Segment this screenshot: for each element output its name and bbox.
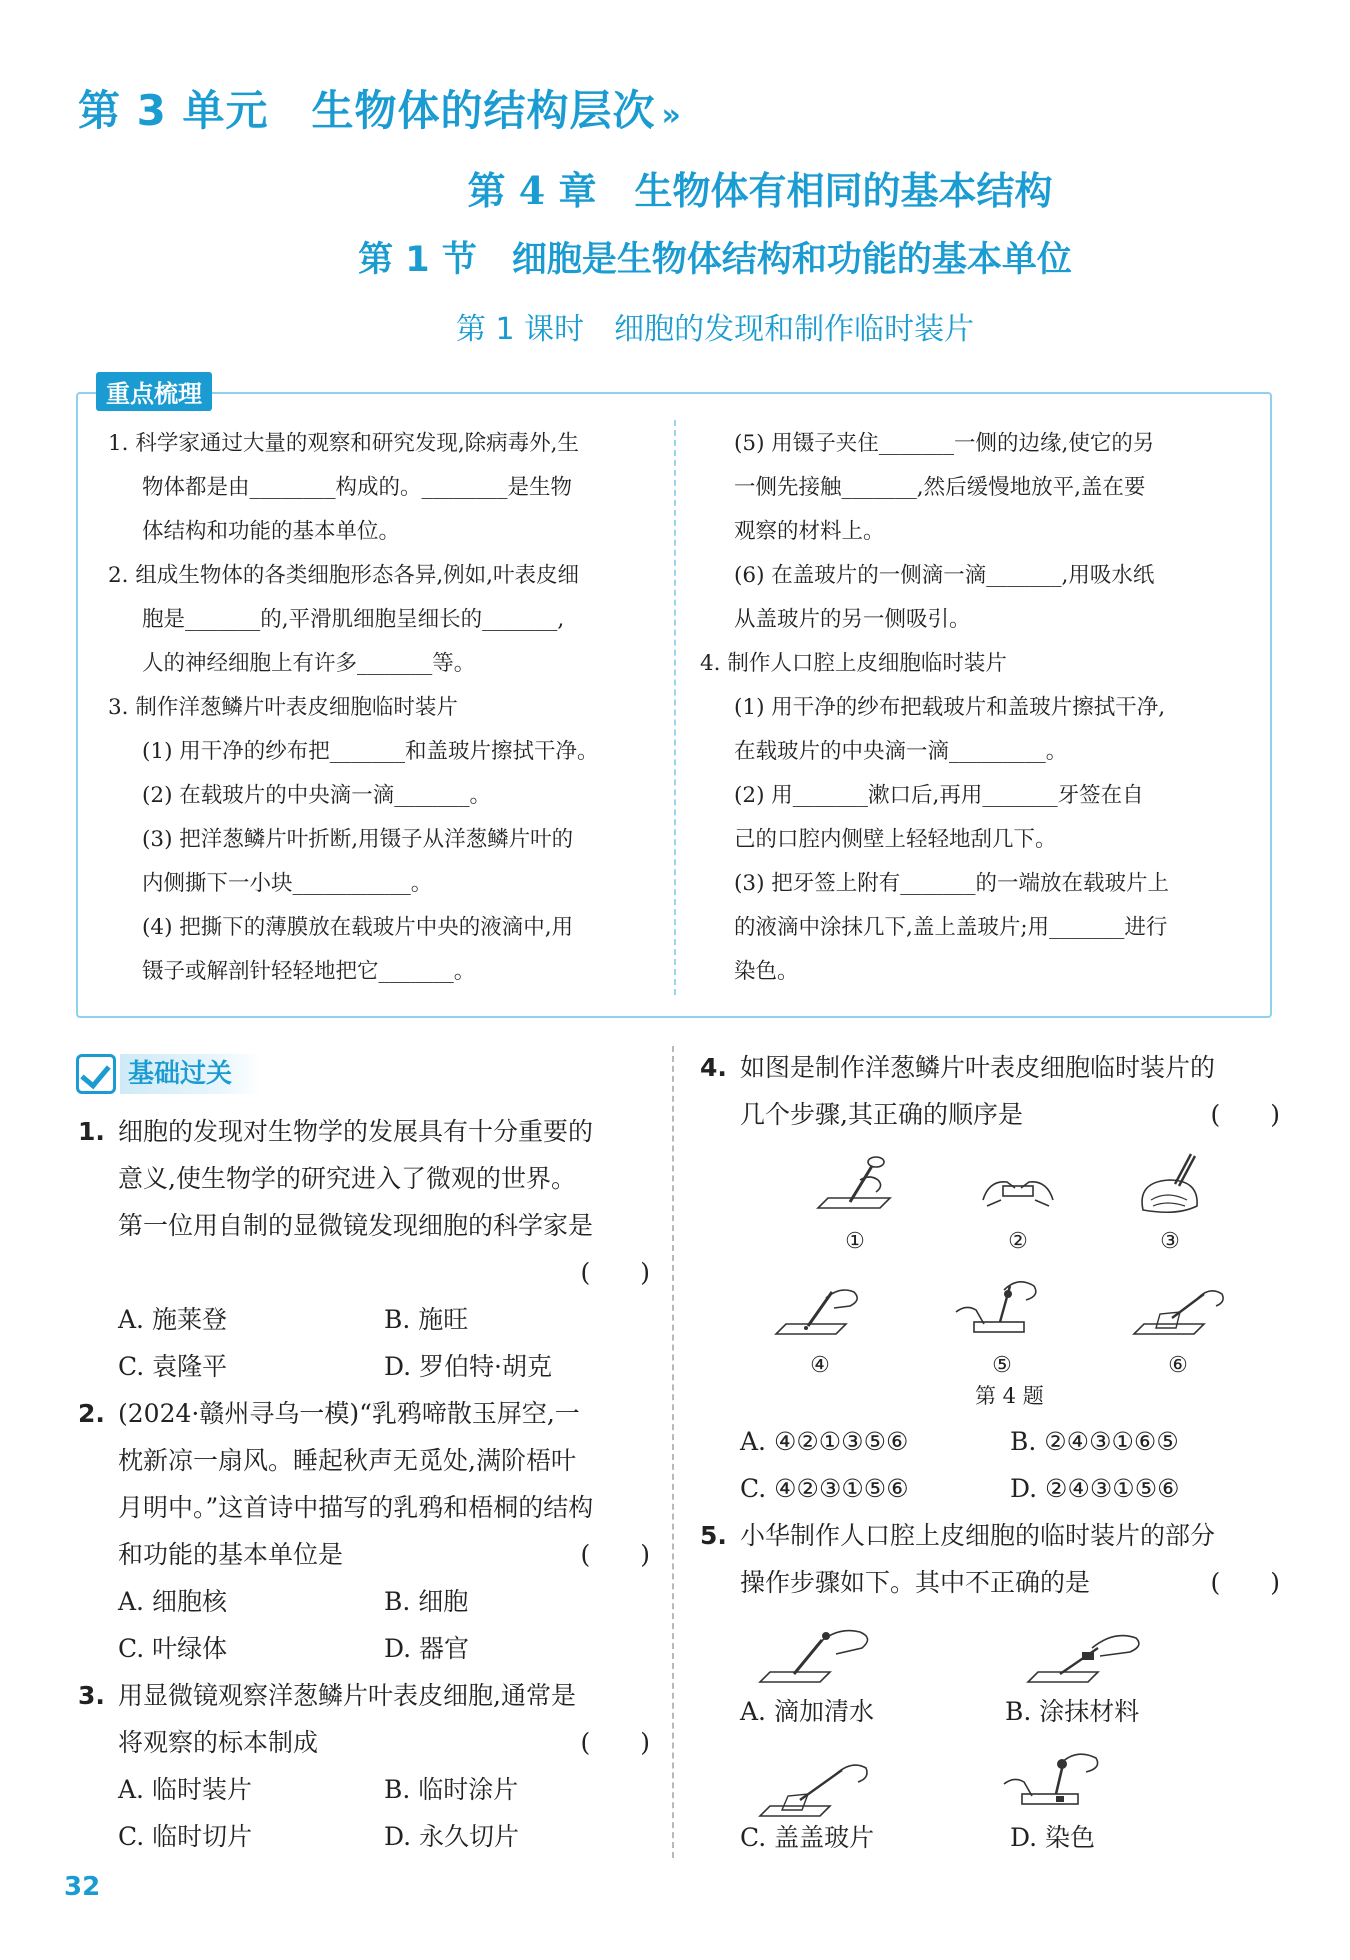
question-text: 意义,使生物学的研究进入了微观的世界。 [118,1164,576,1193]
option-c[interactable]: C. 袁隆平 [118,1352,228,1381]
review-line: 2. 组成生物体的各类细胞形态各异,例如,叶表皮细 [108,563,580,588]
question-text: 将观察的标本制成 [118,1728,319,1757]
coverslip-icon [1128,1272,1228,1352]
option-c[interactable]: C. 盖盖玻片 [740,1823,875,1852]
dropper-icon [810,1150,900,1228]
review-line: (2) 用_______漱口后,再用_______牙签在自 [734,783,1144,808]
question-text: 第一位用自制的显微镜发现细胞的科学家是 [118,1211,594,1240]
unit-title [78,78,682,138]
hands-slide-icon [973,1150,1063,1228]
question-number: 2. [78,1399,105,1428]
question-text: 细胞的发现对生物学的发展具有十分重要的 [118,1117,594,1146]
review-line: 1. 科学家通过大量的观察和研究发现,除病毒外,生 [108,431,580,456]
figure-label: ④ [810,1353,830,1378]
dropper-slide-icon [770,1272,870,1352]
option-a[interactable]: A. ④②①③⑤⑥ [740,1427,909,1456]
answer-bracket[interactable]: ( ) [1210,1568,1280,1597]
key-points-divider [674,420,676,995]
option-d[interactable]: D. 罗伯特·胡克 [384,1352,552,1381]
question-4 [700,1044,1280,1138]
step-figure-3 [1120,1150,1220,1256]
option-b[interactable]: B. ②④③①⑥⑤ [1010,1427,1179,1456]
question-3 [78,1672,650,1860]
review-line: (4) 把撕下的薄膜放在载玻片中央的液滴中,用 [142,915,574,940]
question-text: 和功能的基本单位是 [118,1540,344,1569]
step-figure-a [752,1618,892,1690]
option-d[interactable]: D. 染色 [1010,1823,1096,1852]
unit-title-text: 第 3 单元 生物体的结构层次 [78,86,656,135]
figure-label: ⑥ [1168,1353,1188,1378]
q5-option-d-row [1010,1814,1250,1861]
question-text: 小华制作人口腔上皮细胞的临时装片的部分 [740,1521,1216,1550]
option-b[interactable]: B. 涂抹材料 [1005,1697,1140,1726]
question-number: 3. [78,1681,105,1710]
dropper-water-icon [752,1618,882,1690]
question-text: 操作步骤如下。其中不正确的是 [740,1568,1091,1597]
step-figure-d [1000,1742,1140,1822]
option-d[interactable]: D. 器官 [384,1634,470,1663]
review-line: 物体都是由________构成的。________是生物 [142,475,573,500]
review-line: (3) 把牙签上附有_______的一端放在载玻片上 [734,871,1170,896]
option-c[interactable]: C. 叶绿体 [118,1634,228,1663]
option-a[interactable]: A. 临时装片 [118,1775,252,1804]
review-line: 镊子或解剖针轻轻地把它_______。 [142,959,476,984]
review-line: (1) 用干净的纱布把_______和盖玻片擦拭干净。 [142,739,599,764]
q5-option-b-row [1005,1688,1265,1735]
option-b[interactable]: B. 细胞 [384,1587,469,1616]
answer-bracket[interactable]: ( ) [580,1728,650,1757]
review-line: 体结构和功能的基本单位。 [142,519,401,544]
chapter-title: 第 4 章 生物体有相同的基本结构 [467,168,1053,213]
review-line: 内侧撕下一小块___________。 [142,871,433,896]
question-5 [700,1512,1280,1606]
review-line: 人的神经细胞上有许多_______等。 [142,651,476,676]
review-line: 一侧先接触_______,然后缓慢地放平,盖在要 [734,475,1146,500]
option-a[interactable]: A. 施莱登 [118,1305,227,1334]
chevron-right-icon: » [661,98,682,133]
answer-bracket[interactable]: ( ) [1210,1100,1280,1129]
step-figure-b [1020,1618,1160,1690]
answer-bracket[interactable]: ( ) [580,1540,650,1569]
question-text: (2024·赣州寻乌一模)“乳鸦啼散玉屏空,一 [118,1399,580,1428]
review-line: 3. 制作洋葱鳞片叶表皮细胞临时装片 [108,695,458,720]
option-d[interactable]: D. 永久切片 [384,1822,520,1851]
key-points-left-column [108,422,658,994]
question-number: 4. [700,1053,727,1082]
review-line: (2) 在载玻片的中央滴一滴_______。 [142,783,492,808]
option-b[interactable]: B. 施旺 [384,1305,469,1334]
figure-label: ① [845,1229,865,1254]
q5-option-a-row [740,1688,980,1735]
review-line: 胞是_______的,平滑肌细胞呈细长的_______, [142,607,565,632]
option-a[interactable]: A. 细胞核 [118,1587,227,1616]
question-text: 用显微镜观察洋葱鳞片叶表皮细胞,通常是 [118,1681,576,1710]
figure-label: ② [1008,1229,1028,1254]
key-points-tag: 重点梳理 [96,372,212,411]
tweezers-slide-icon [952,1272,1052,1352]
checkbox-icon [76,1054,116,1094]
review-line: (3) 把洋葱鳞片叶折断,用镊子从洋葱鳞片叶的 [142,827,574,852]
answer-bracket[interactable]: ( ) [580,1258,650,1287]
swab-smear-icon [1020,1618,1150,1690]
question-number: 1. [78,1117,105,1146]
basic-practice-label: 基础过关 [120,1054,262,1094]
question-text: 几个步骤,其正确的顺序是 [740,1100,1023,1129]
question-2 [78,1390,650,1672]
question-number: 5. [700,1521,727,1550]
question-text: 月明中。”这首诗中描写的乳鸦和梧桐的结构 [118,1493,594,1522]
onion-scale-icon [1125,1150,1215,1228]
question-text: 枕新凉一扇风。睡起秋声无觅处,满阶梧叶 [118,1446,576,1475]
page-number: 32 [64,1872,101,1902]
review-line: 的液滴中涂抹几下,盖上盖玻片;用_______进行 [734,915,1168,940]
question-4-options [700,1418,1280,1512]
review-line: 从盖玻片的另一侧吸引。 [734,607,971,632]
step-figure-5 [952,1272,1052,1380]
option-c[interactable]: C. 临时切片 [118,1822,253,1851]
step-figure-1 [805,1150,905,1256]
review-line: (6) 在盖玻片的一侧滴一滴_______,用吸水纸 [734,563,1155,588]
key-points-right-column [700,422,1255,994]
option-a[interactable]: A. 滴加清水 [740,1697,874,1726]
review-line: (5) 用镊子夹住_______一侧的边缘,使它的另 [734,431,1155,456]
step-figure-4 [770,1272,870,1380]
section-title: 第 1 节 细胞是生物体结构和功能的基本单位 [358,240,1072,280]
q5-option-c-row [740,1814,980,1861]
option-d[interactable]: D. ②④③①⑤⑥ [1010,1474,1180,1503]
figure-label: ③ [1160,1229,1180,1254]
review-line: 观察的材料上。 [734,519,885,544]
review-line: (1) 用干净的纱布把载玻片和盖玻片擦拭干净, [734,695,1166,720]
option-c[interactable]: C. ④②③①⑤⑥ [740,1474,909,1503]
stain-icon [1000,1742,1130,1822]
lesson-title: 第 1 课时 细胞的发现和制作临时装片 [455,312,975,347]
question-text: 如图是制作洋葱鳞片叶表皮细胞临时装片的 [740,1053,1216,1082]
option-b[interactable]: B. 临时涂片 [384,1775,519,1804]
figure-label: ⑤ [992,1353,1012,1378]
review-line: 己的口腔内侧壁上轻轻地刮几下。 [734,827,1057,852]
step-figure-2 [968,1150,1068,1256]
basic-practice-tag [76,1052,276,1098]
column-divider [672,1046,674,1858]
figure-caption: 第 4 题 [975,1384,1044,1408]
step-figure-6 [1128,1272,1228,1380]
question-1 [78,1108,650,1390]
review-line: 4. 制作人口腔上皮细胞临时装片 [700,651,1007,676]
review-line: 在载玻片的中央滴一滴_________。 [734,739,1068,764]
review-line: 染色。 [734,959,799,984]
